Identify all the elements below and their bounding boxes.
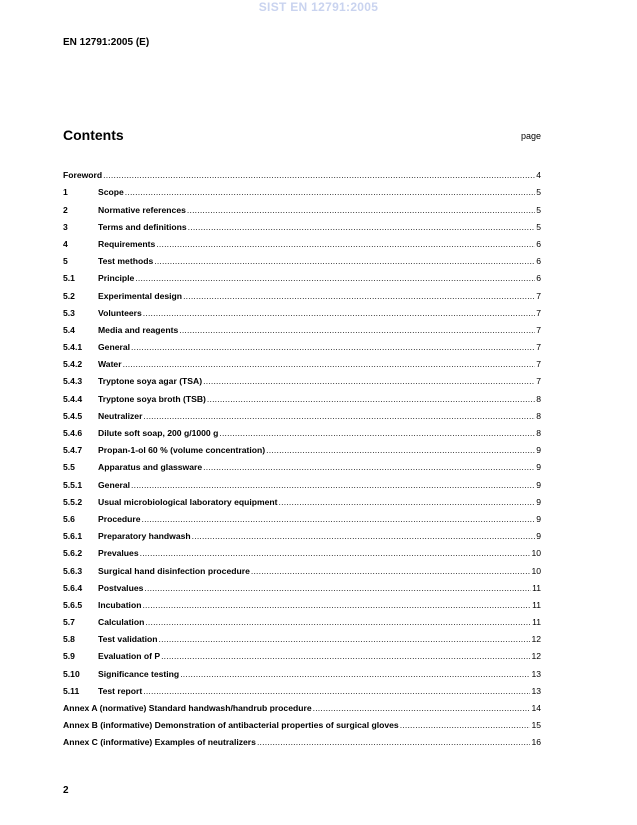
toc-leader-dots	[143, 686, 530, 696]
toc-entry[interactable]	[63, 524, 541, 541]
toc-entry-title: Requirements	[98, 238, 156, 249]
toc-entry-page: 14	[531, 703, 541, 713]
toc-entry-number: 5.5	[63, 462, 75, 473]
toc-entry-page: 16	[531, 737, 541, 748]
toc-entry-title: Terms and definitions	[98, 221, 187, 232]
toc-entry-number: 5.4.7	[63, 445, 83, 456]
page-number: 2	[63, 785, 69, 796]
toc-entry[interactable]	[63, 696, 541, 713]
toc-entry-page: 5	[536, 204, 541, 215]
toc-entry-title: Preparatory handwash	[98, 531, 191, 542]
toc-entry-title: General	[98, 479, 131, 490]
toc-entry-number: 5.4.5	[63, 410, 83, 421]
toc-entry-number: 5.11	[63, 685, 80, 696]
toc-leader-dots	[103, 170, 535, 180]
toc-entry-page: 11	[532, 599, 541, 610]
toc-entry-number: 5.4.3	[63, 376, 83, 387]
toc-entry-page: 15	[531, 720, 541, 731]
toc-entry[interactable]	[63, 369, 541, 386]
toc-leader-dots	[188, 222, 536, 232]
document-id: EN 12791:2005 (E)	[63, 37, 150, 48]
toc-entry-number: 3	[63, 221, 68, 232]
toc-leader-dots	[219, 428, 535, 438]
toc-entry-number: 5.2	[63, 290, 75, 301]
toc-leader-dots	[135, 273, 535, 283]
toc-entry[interactable]	[63, 386, 541, 403]
toc-entry-page: 9	[536, 513, 541, 524]
toc-entry[interactable]	[63, 472, 541, 489]
toc-entry-title: Calculation	[98, 617, 145, 628]
toc-leader-dots	[131, 342, 535, 352]
toc-entry-page: 7	[536, 342, 541, 353]
toc-leader-dots	[203, 462, 535, 472]
toc-leader-dots	[266, 445, 535, 455]
toc-leader-dots	[142, 600, 531, 610]
toc-entry-page: 6	[536, 273, 541, 284]
toc-entry-number: 5.6.4	[63, 582, 83, 593]
toc-leader-dots	[207, 394, 535, 404]
toc-entry[interactable]	[63, 507, 541, 524]
toc-entry[interactable]	[63, 661, 541, 678]
contents-heading: Contents	[63, 127, 124, 143]
toc-entry[interactable]	[63, 455, 541, 472]
toc-entry[interactable]	[63, 730, 541, 747]
toc-entry-page: 11	[532, 617, 541, 628]
toc-entry[interactable]	[63, 610, 541, 627]
toc-entry[interactable]	[63, 197, 541, 214]
toc-entry-title: Annex B (informative) Demonstration of antibacterial properties of surgical gloves	[63, 720, 399, 731]
toc-leader-dots	[180, 669, 530, 679]
toc-entry-title: Dilute soft soap, 200 g/1000 g	[98, 428, 219, 438]
toc-entry-title: Significance testing	[98, 668, 180, 679]
toc-leader-dots	[203, 376, 535, 386]
toc-entry-number: 5.5.1	[63, 479, 83, 490]
toc-entry[interactable]	[63, 576, 541, 593]
toc-entry-title: Incubation	[98, 599, 142, 610]
toc-entry[interactable]	[63, 266, 541, 283]
toc-leader-dots	[257, 737, 531, 747]
toc-entry-number: 5.8	[63, 634, 75, 645]
toc-entry-page: 8	[536, 428, 541, 438]
toc-entry[interactable]	[63, 283, 541, 300]
toc-leader-dots	[145, 617, 531, 627]
toc-entry-number: 5.6.1	[63, 531, 83, 542]
toc-leader-dots	[143, 308, 535, 318]
toc-entry-number: 5.5.2	[63, 496, 83, 507]
toc-entry-title: Volunteers	[98, 307, 142, 318]
toc-entry-title: Procedure	[98, 513, 141, 524]
toc-entry-number: 5.9	[63, 651, 75, 662]
toc-entry[interactable]	[63, 558, 541, 575]
toc-leader-dots	[192, 531, 536, 541]
toc-entry-page: 7	[536, 324, 541, 335]
toc-entry-page: 8	[536, 410, 541, 421]
toc-entry-number: 2	[63, 204, 68, 215]
toc-leader-dots	[131, 480, 535, 490]
toc-entry-page: 7	[536, 359, 541, 370]
toc-entry[interactable]	[63, 180, 541, 197]
toc-entry-title: Surgical hand disinfection procedure	[98, 565, 250, 576]
toc-entry-number: 5.4.6	[63, 428, 83, 438]
toc-entry-page: 11	[532, 582, 541, 593]
toc-entry-title: Principle	[98, 273, 135, 284]
toc-leader-dots	[140, 548, 531, 558]
toc-entry-title: Annex C (informative) Examples of neutralizers	[63, 737, 256, 748]
toc-entry-page: 9	[536, 531, 541, 542]
toc-entry-page: 10	[531, 565, 541, 576]
toc-entry-title: Evaluation of P	[98, 651, 161, 662]
toc-entry-number: 5.4	[63, 324, 75, 335]
toc-leader-dots	[154, 256, 535, 266]
toc-entry-number: 4	[63, 238, 68, 249]
toc-leader-dots	[313, 703, 531, 713]
toc-entry-number: 5	[63, 256, 68, 267]
toc-entry-title: Prevalues	[98, 548, 139, 559]
toc-entry[interactable]	[63, 627, 541, 644]
toc-leader-dots	[159, 634, 531, 644]
toc-entry[interactable]	[63, 404, 541, 421]
toc-entry-title: Normative references	[98, 204, 186, 215]
toc-entry-title: Apparatus and glassware	[98, 462, 203, 473]
toc-entry-number: 5.6.2	[63, 548, 83, 559]
toc-entry[interactable]	[63, 644, 541, 661]
toc-entry[interactable]	[63, 352, 541, 369]
toc-leader-dots	[187, 205, 535, 215]
toc-entry-title: Tryptone soya agar (TSA)	[98, 376, 203, 387]
toc-entry-page: 7	[536, 290, 541, 301]
toc-entry[interactable]	[63, 490, 541, 507]
toc-leader-dots	[144, 583, 531, 593]
toc-entry[interactable]	[63, 249, 541, 266]
toc-entry[interactable]	[63, 335, 541, 352]
toc-entry-title: Test methods	[98, 256, 154, 267]
toc-entry-number: 5.6	[63, 513, 75, 524]
toc-entry-page: 7	[536, 376, 541, 387]
toc-entry-page: 9	[536, 496, 541, 507]
toc-leader-dots	[251, 566, 531, 576]
toc-entry-title: Usual microbiological laboratory equipment	[98, 496, 278, 507]
toc-entry-number: 5.4.4	[63, 393, 83, 404]
toc-leader-dots	[143, 411, 535, 421]
toc-entry-title: Neutralizer	[98, 410, 143, 421]
toc-entry-title: Scope	[98, 187, 124, 198]
toc-entry-page: 10	[531, 548, 541, 559]
toc-entry-page: 9	[536, 462, 541, 473]
toc-entry-number: 5.4.2	[63, 359, 83, 370]
toc-leader-dots	[142, 514, 536, 524]
toc-entry-number: 5.7	[63, 617, 75, 628]
toc-entry-page: 5	[536, 221, 541, 232]
toc-leader-dots	[400, 720, 531, 730]
toc-entry-title: Foreword	[63, 170, 103, 181]
toc-entry-number: 5.1	[63, 273, 75, 284]
toc-entry-number: 1	[63, 187, 68, 198]
toc-entry-page: 4	[536, 170, 541, 181]
toc-entry[interactable]	[63, 301, 541, 318]
toc-entry-page: 12	[531, 634, 541, 645]
toc-entry-page: 5	[536, 187, 541, 198]
toc-entry-page: 6	[536, 238, 541, 249]
toc-entry-number: 5.4.1	[63, 342, 83, 353]
toc-entry[interactable]	[63, 318, 541, 335]
toc-entry[interactable]	[63, 215, 541, 232]
toc-entry-number: 5.6.3	[63, 565, 83, 576]
toc-entry-title: Media and reagents	[98, 324, 179, 335]
toc-entry-title: General	[98, 342, 131, 353]
toc-entry[interactable]	[63, 713, 541, 730]
toc-entry-number: 5.3	[63, 307, 75, 318]
toc-leader-dots	[156, 239, 535, 249]
toc-entry-page: 13	[531, 685, 541, 696]
toc-entry-number: 5.6.5	[63, 599, 83, 610]
toc-entry-page: 8	[536, 393, 541, 404]
toc-entry[interactable]	[63, 421, 541, 438]
toc-entry-title: Annex A (normative) Standard handwash/handrub procedure	[63, 703, 312, 713]
toc-entry-page: 7	[536, 307, 541, 318]
toc-entry-title: Postvalues	[98, 582, 144, 593]
toc-leader-dots	[179, 325, 535, 335]
toc-entry-page: 9	[536, 479, 541, 490]
toc-entry-number: 5.10	[63, 668, 80, 679]
toc-entry[interactable]	[63, 438, 541, 455]
toc-leader-dots	[125, 187, 535, 197]
toc-entry-title: Water	[98, 359, 122, 370]
toc-entry[interactable]	[63, 679, 541, 696]
toc-entry-title: Experimental design	[98, 290, 183, 301]
watermark: SIST EN 12791:2005	[258, 0, 379, 14]
toc-leader-dots	[123, 359, 536, 369]
toc-entry[interactable]	[63, 163, 541, 180]
toc-entry[interactable]	[63, 593, 541, 610]
toc-entry-page: 12	[531, 651, 541, 662]
toc-entry-title: Propan-1-ol 60 % (volume concentration)	[98, 445, 266, 456]
table-of-contents	[63, 163, 541, 747]
toc-leader-dots	[161, 651, 530, 661]
toc-entry-title: Test validation	[98, 634, 158, 645]
toc-entry-title: Test report	[98, 685, 143, 696]
toc-leader-dots	[183, 291, 535, 301]
toc-entry[interactable]	[63, 541, 541, 558]
toc-entry-title: Tryptone soya broth (TSB)	[98, 393, 206, 404]
page-column-label: page	[520, 131, 541, 141]
toc-entry[interactable]	[63, 232, 541, 249]
toc-entry-page: 13	[531, 668, 541, 679]
toc-entry-page: 9	[536, 445, 541, 456]
toc-entry-page: 6	[536, 256, 541, 267]
toc-leader-dots	[279, 497, 536, 507]
